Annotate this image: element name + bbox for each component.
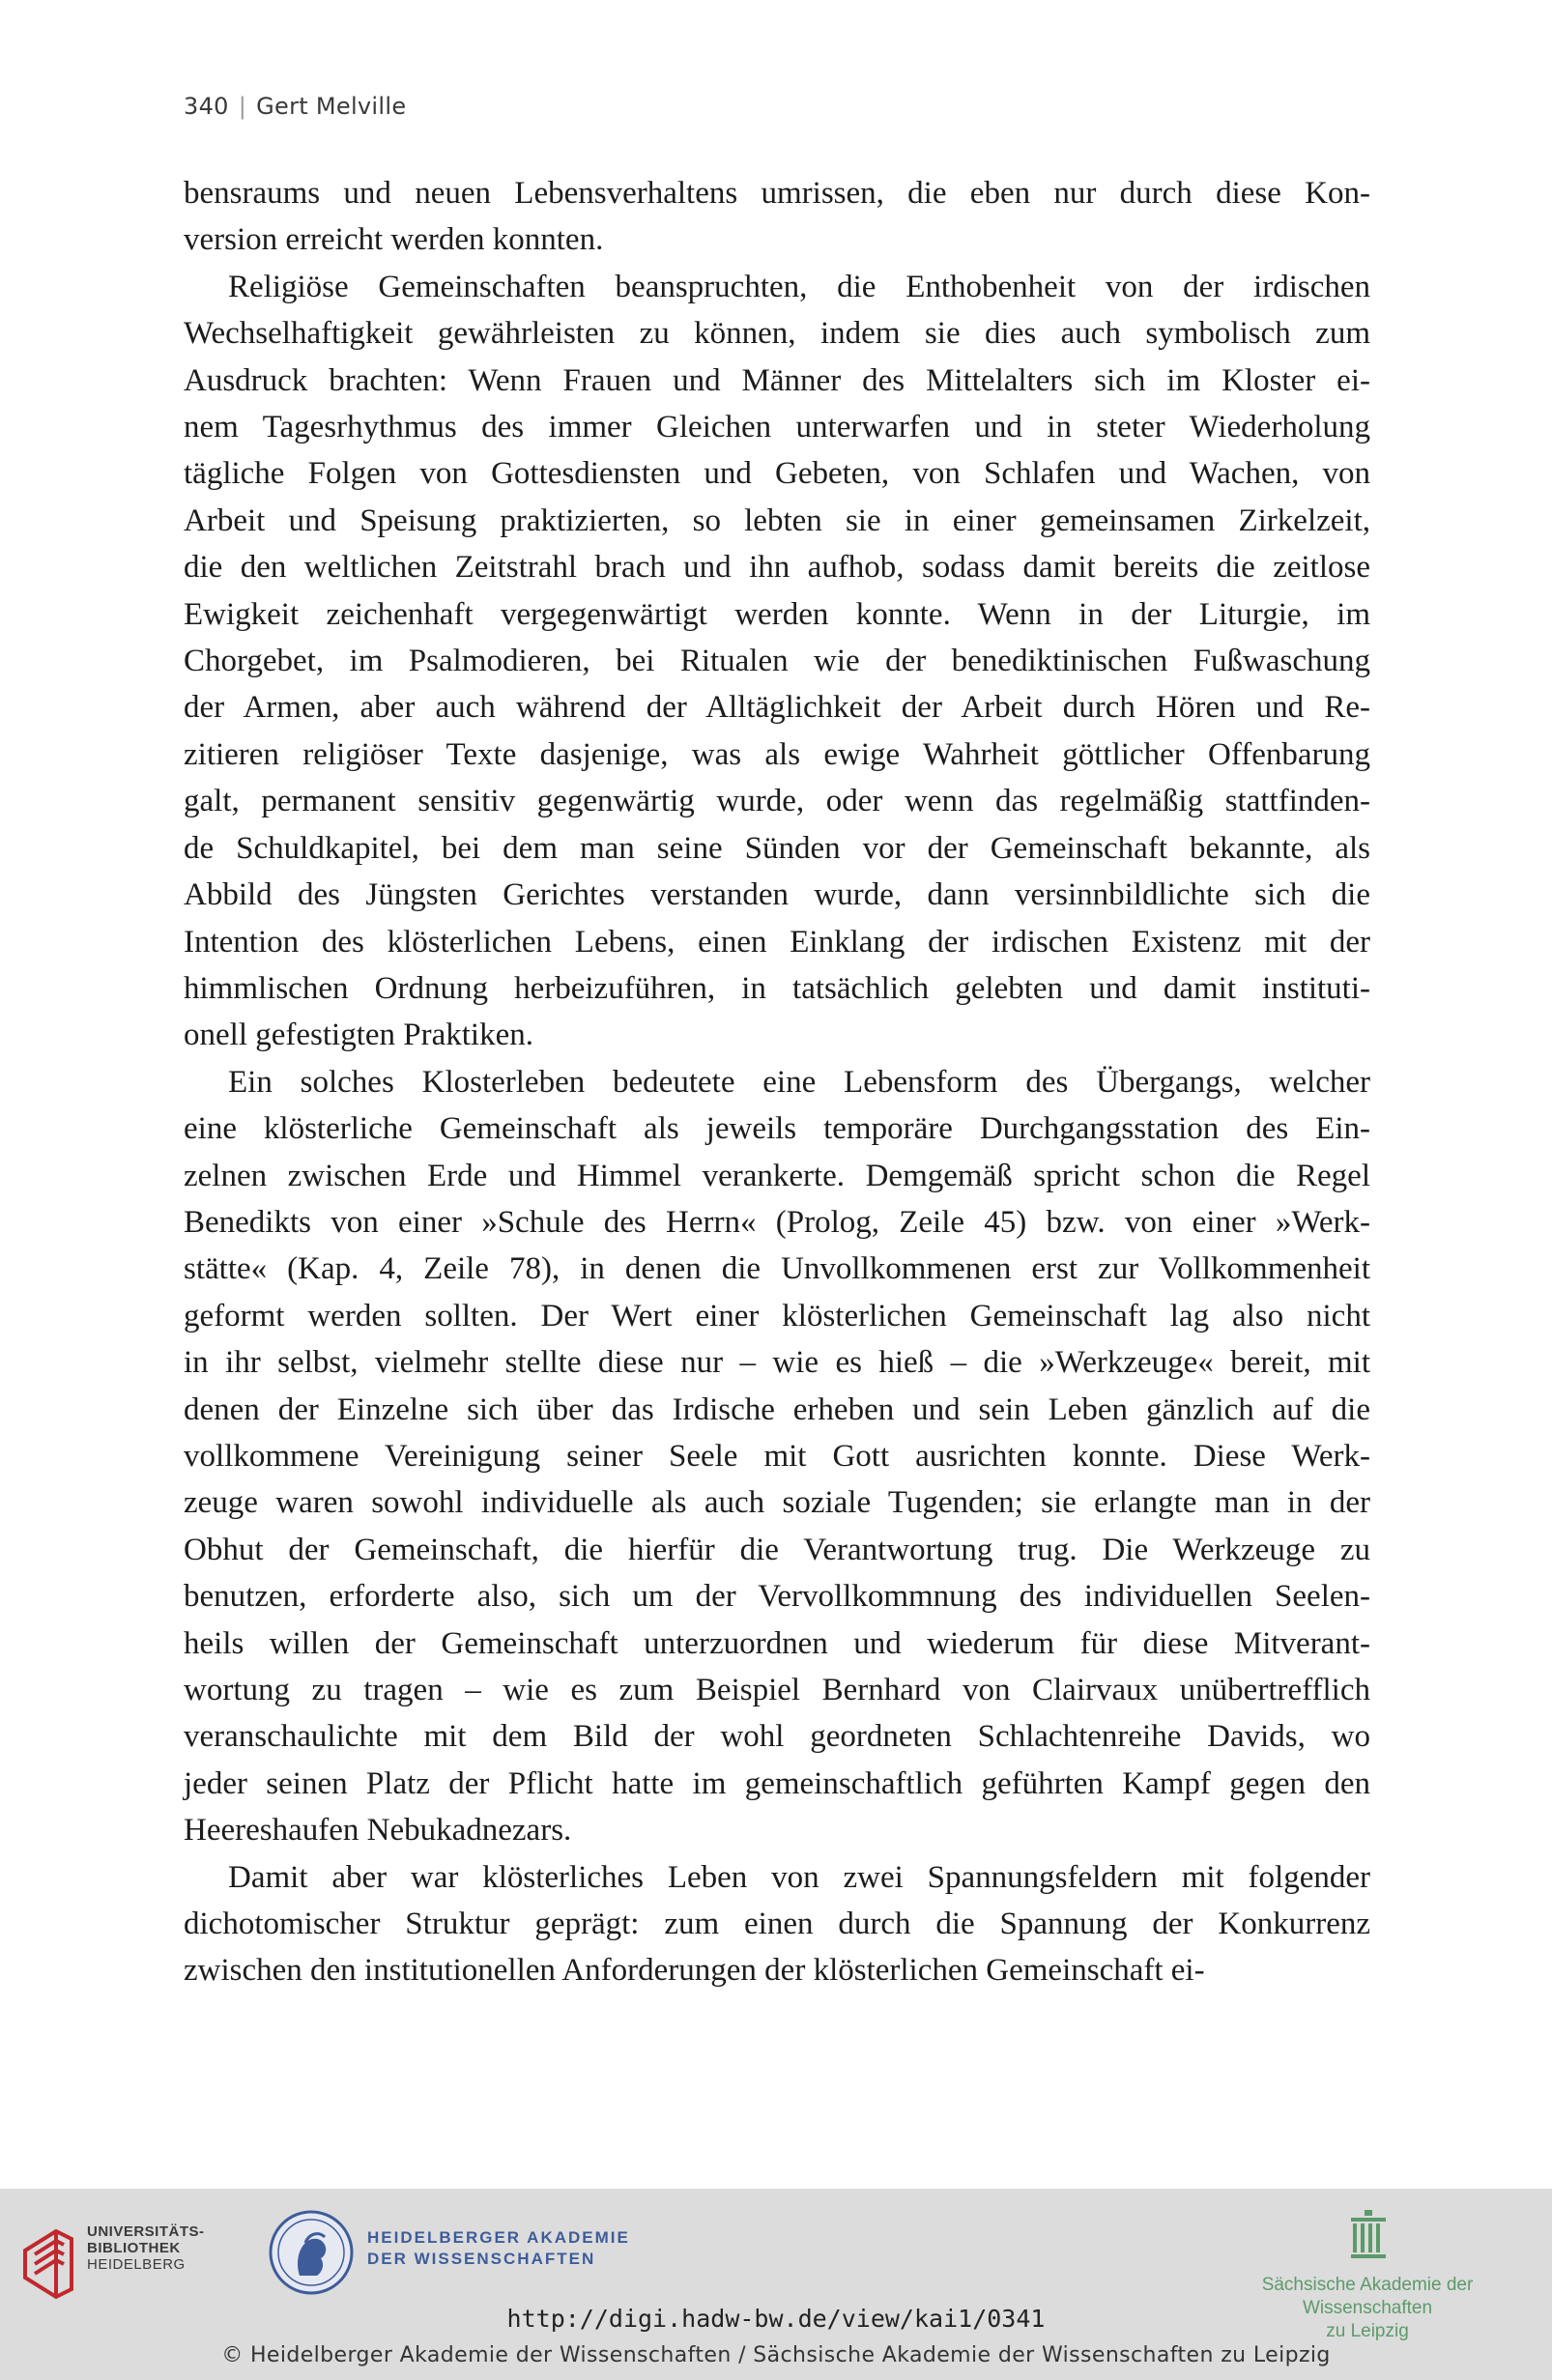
text-line: zwischen den institutionellen Anforderungen der klösterlichen Gemeinschaft ei- [184,1953,1205,1989]
text-line: onell gefestigten Praktiken. [184,1018,533,1053]
digitization-footer [0,2189,1552,2380]
academy-seal-icon [267,2208,356,2297]
text-line: Obhut der Gemeinschaft, die hierfür die Verantwortung trug. Die Werkzeuge zu [184,1532,1370,1567]
paragraph [184,1854,1370,1994]
text-line: de Schuldkapitel, bei dem man seine Sünden vor der Gemeinschaft bekannte, als [184,830,1370,866]
paragraph [184,170,1370,264]
copyright-notice: © Heidelberger Akademie der Wissenschaften / Sächsische Akademie der Wissenschaften zu Leipzig [221,2343,1331,2367]
saxon-academy-emblem-icon [1347,2210,1390,2262]
text-line: bensraums und neuen Lebensverhaltens umrissen, die eben nur durch diese Kon- [184,176,1370,211]
ub-line-3: HEIDELBERG [87,2256,186,2273]
text-line: wortung zu tragen – wie es zum Beispiel Bernhard von Clairvaux unübertrefflich [184,1673,1370,1707]
text-line: dichotomischer Struktur geprägt: zum einen durch die Spannung der Konkurrenz [184,1907,1370,1942]
text-line: die den weltlichen Zeitstrahl brach und ihn aufhob, sodass damit bereits die zeitlose [184,550,1370,586]
text-line: zelnen zwischen Erde und Himmel verankerte. Demgemäß spricht schon die Regel [184,1158,1370,1193]
text-line: version erreicht werden konnten. [184,222,604,258]
ub-line-2: BIBLIOTHEK [87,2240,181,2256]
text-line: Ein solches Klosterleben bedeutete eine Lebensform des Übergangs, welcher [228,1064,1370,1100]
text-line: nem Tagesrhythmus des immer Gleichen unterwarfen und in steter Wiederholung [184,410,1370,445]
paragraph [184,264,1370,1059]
paragraph [184,1059,1370,1854]
text-line: veranschaulichte mit dem Bild der wohl geordneten Schlachtenreihe Davids, wo [184,1719,1370,1755]
hadw-line-2: DER WISSENSCHAFTEN [367,2250,596,2268]
text-line: Arbeit und Speisung praktizierten, so lebten sie in einer gemeinsamen Zirkelzeit, [184,502,1370,538]
text-line: Abbild des Jüngsten Gerichtes verstanden wurde, dann versinnbildlichte sich die [184,877,1370,913]
header-separator: | [238,93,247,120]
text-line: Intention des klösterlichen Lebens, einen Einklang der irdischen Existenz mit der [184,924,1370,960]
text-line: Heereshaufen Nebukadnezars. [184,1813,572,1849]
text-line: zeuge waren sowohl individuelle als auch soziale Tugenden; sie erlangte man in der [184,1485,1370,1521]
text-line: stätte« (Kap. 4, Zeile 78), in denen die Unvollkommenen erst zur Vollkommenheit [184,1251,1370,1287]
running-head [184,93,406,120]
university-library-name [87,2223,205,2273]
text-line: Religiöse Gemeinschaften beanspruchten, die Enthobenheit von der irdischen [228,269,1370,304]
text-line: tägliche Folgen von Gottesdiensten und Gebeten, von Schlafen und Wachen, von [184,456,1370,492]
text-line: eine klösterliche Gemeinschaft als jeweils temporäre Durchgangsstation des Ein- [184,1111,1370,1147]
text-line: der Armen, aber auch während der Alltäglichkeit der Arbeit durch Hören und Re- [184,690,1370,726]
page-number: 340 [184,93,229,120]
text-line: galt, permanent sensitiv gegenwärtig wurde, oder wenn das regelmäßig stattfinden- [184,784,1370,819]
text-line: zitieren religiöser Texte dasjenige, was als ewige Wahrheit göttlicher Offenbarung [184,736,1370,772]
saw-line-1: Sächsische Akademie der Wissenschaften [1261,2275,1474,2318]
text-line: Ewigkeit zeichenhaft vergegenwärtigt werden konnte. Wenn in der Liturgie, im [184,596,1370,632]
text-line: Benedikts von einer »Schule des Herrn« (Prolog, Zeile 45) bzw. von einer »Werk- [184,1204,1370,1240]
ub-line-1: UNIVERSITÄTS- [87,2223,205,2240]
text-line: Ausdruck brachten: Wenn Frauen und Männer des Mittelalters sich im Kloster ei- [184,362,1370,398]
text-line: denen der Einzelne sich über das Irdische erheben und sein Leben gänzlich auf die [184,1391,1370,1427]
heidelberg-academy-name [367,2227,630,2270]
text-line: heils willen der Gemeinschaft unterzuordnen und wiederum für diese Mitverant- [184,1625,1370,1661]
hadw-line-1: HEIDELBERGER AKADEMIE [367,2228,630,2247]
text-line: benutzen, erforderte also, sich um der Vervollkommnung des individuellen Seelen- [184,1579,1370,1615]
body-text [184,170,1370,1994]
author-name: Gert Melville [256,93,407,120]
text-line: geformt werden sollten. Der Wert einer klösterlichen Gemeinschaft lag also nicht [184,1298,1370,1333]
text-line: himmlischen Ordnung herbeizuführen, in tatsächlich gelebten und damit instituti- [184,970,1370,1006]
text-line: in ihr selbst, vielmehr stellte diese nur – wie es hieß – die »Werkzeuge« bereit, mit [184,1345,1370,1381]
text-line: jeder seinen Platz der Pflicht hatte im gemeinschaftlich geführten Kampf gegen den [184,1765,1370,1801]
text-line: Damit aber war klösterliches Leben von zwei Spannungsfeldern mit folgender [228,1859,1370,1895]
text-line: Chorgebet, im Psalmodieren, bei Ritualen wie der benediktinischen Fußwaschung [184,644,1370,679]
saw-line-2: zu Leipzig [1326,2321,1409,2341]
permalink-url[interactable]: http://digi.hadw-bw.de/view/kai1/0341 [506,2305,1046,2333]
text-line: vollkommene Vereinigung seiner Seele mit Gott ausrichten konnte. Diese Werk- [184,1438,1370,1474]
text-line: Wechselhaftigkeit gewährleisten zu können, indem sie dies auch symbolisch zum [184,316,1370,352]
